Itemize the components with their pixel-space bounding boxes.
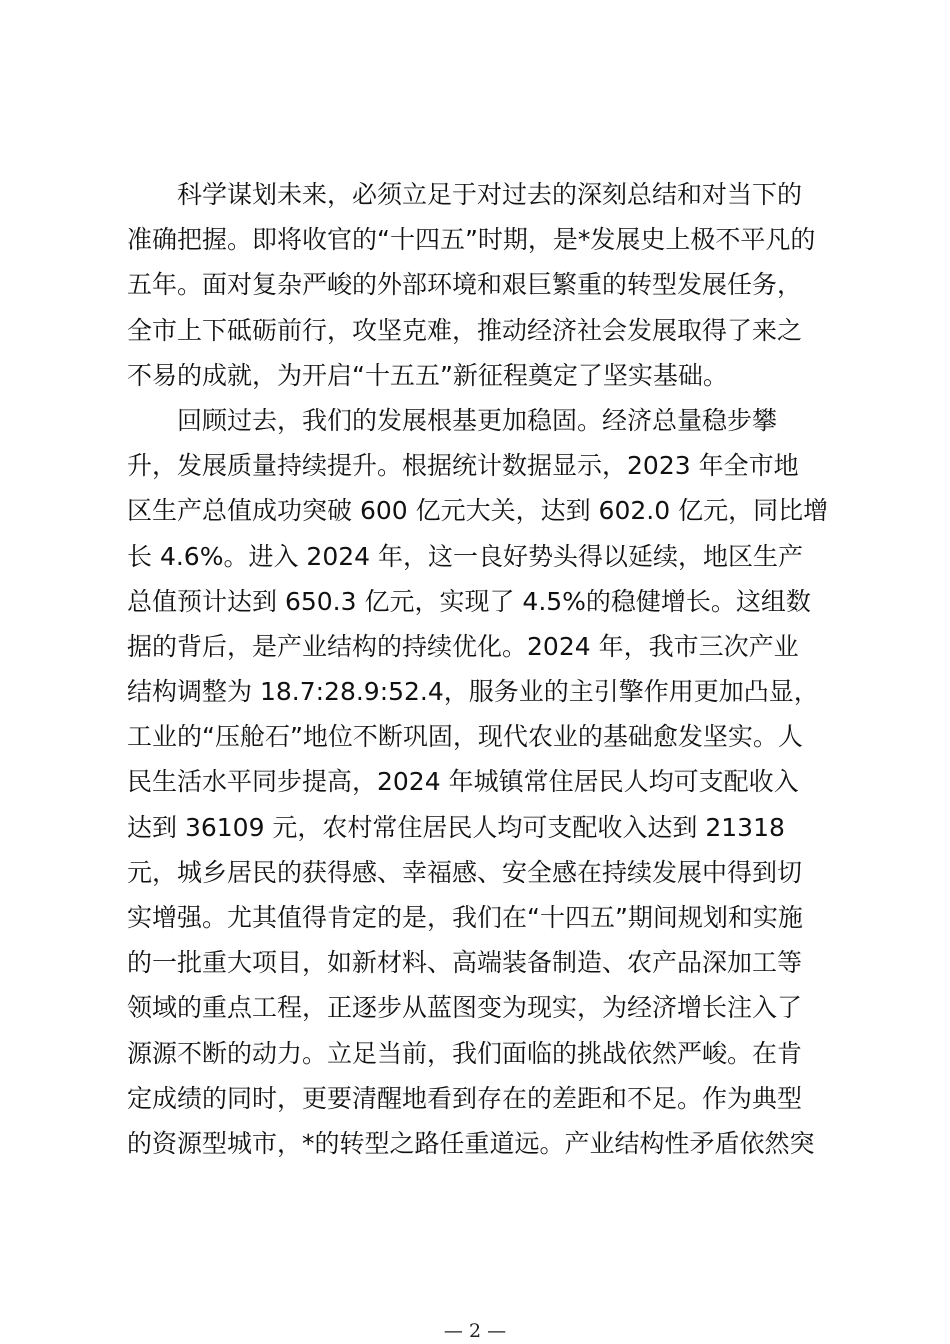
text-line: 回顾过去，我们的发展根基更加稳固。经济总量稳步攀 (177, 405, 778, 435)
text-line: 准确把握。即将收官的“十四五”时期，是*发展史上极不平凡的 (127, 225, 816, 255)
page-number: — 2 — (443, 1320, 507, 1342)
text-line: 实增强。尤其值得肯定的是，我们在“十四五”期间规划和实施 (127, 903, 803, 932)
text-line: 升，发展质量持续提升。根据统计数据显示，2023 年全市地 (127, 451, 799, 481)
text-line: 领域的重点工程，正逐步从蓝图变为现实，为经济增长注入了 (127, 993, 803, 1023)
text-line: 科学谋划未来，必须立足于对过去的深刻总结和对当下的 (177, 180, 803, 209)
text-line: 民生活水平同步提高，2024 年城镇常住居民人均可支配收入 (127, 767, 799, 797)
text-line: 全市上下砥砺前行，攻坚克难，推动经济社会发展取得了来之 (127, 315, 803, 345)
body-text (127, 172, 833, 1166)
text-line: 源源不断的动力。立足当前，我们面临的挑战依然严峻。在肯 (127, 1038, 803, 1068)
text-line: 五年。面对复杂严峻的外部环境和艰巨繁重的转型发展任务， (127, 270, 803, 300)
text-line: 工业的“压舱石”地位不断巩固，现代农业的基础愈发坚实。人 (127, 722, 803, 752)
text-line: 据的背后，是产业结构的持续优化。2024 年，我市三次产业 (127, 631, 799, 661)
text-line: 结构调整为 18.7:28.9:52.4，服务业的主引擎作用更加凸显， (127, 677, 819, 707)
text-line: 总值预计达到 650.3 亿元，实现了 4.5%的稳健增长。这组数 (127, 586, 811, 616)
text-line: 定成绩的同时，更要清醒地看到存在的差距和不足。作为典型 (127, 1083, 803, 1113)
text-line: 区生产总值成功突破 600 亿元大关，达到 602.0 亿元，同比增 (127, 496, 829, 526)
text-line: 的资源型城市，*的转型之路任重道远。产业结构性矛盾依然突 (127, 1128, 815, 1158)
text-line: 长 4.6%。进入 2024 年，这一良好势头得以延续，地区生产 (127, 541, 803, 571)
text-line: 达到 36109 元，农村常住居民人均可支配收入达到 21318 (127, 812, 785, 842)
text-line: 不易的成就，为开启“十五五”新征程奠定了坚实基础。 (127, 360, 728, 390)
text-line: 元，城乡居民的获得感、幸福感、安全感在持续发展中得到切 (127, 857, 803, 887)
text-line: 的一批重大项目，如新材料、高端装备制造、农产品深加工等 (127, 948, 803, 978)
